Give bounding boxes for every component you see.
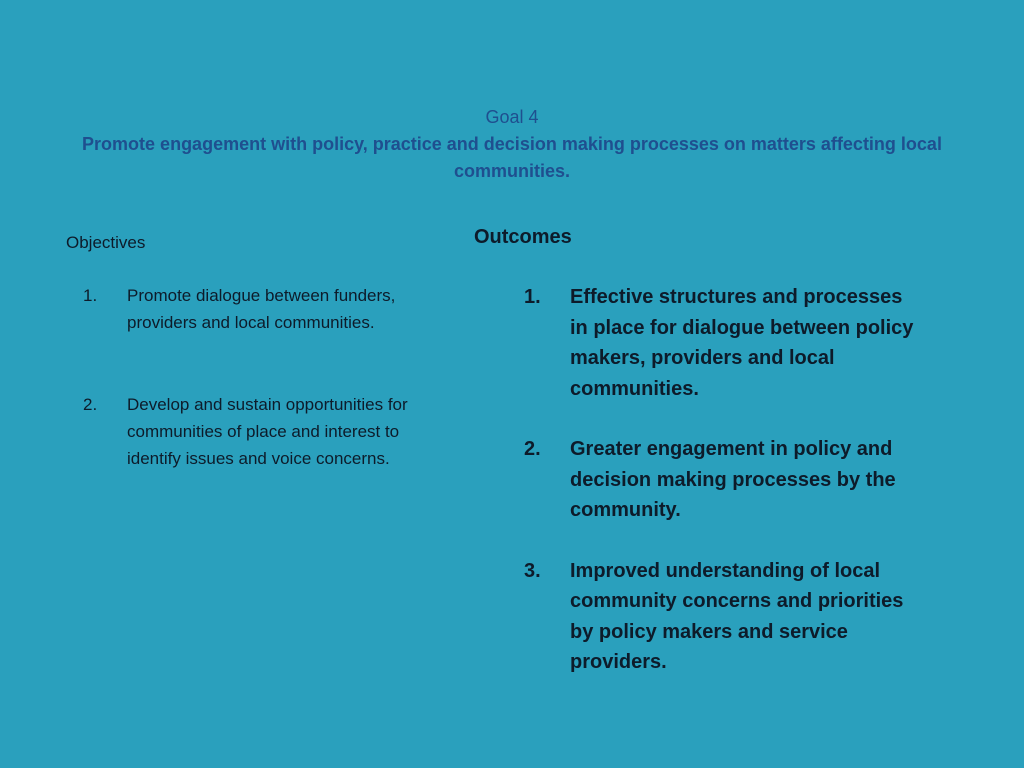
objective-number: 2. — [83, 395, 98, 414]
objective-item — [66, 391, 436, 472]
outcomes-section — [474, 222, 914, 708]
objective-text: Develop and sustain opportunities for communities of place and interest to identify issues and voice concerns. — [127, 395, 408, 468]
outcomes-list — [474, 282, 914, 678]
objectives-section — [66, 230, 436, 527]
objectives-list — [66, 282, 436, 472]
outcome-text: Improved understanding of local community concerns and priorities by policy makers and service providers. — [570, 559, 904, 673]
outcome-text: Greater engagement in policy and decision making processes by the community. — [570, 438, 896, 521]
objectives-heading: Objectives — [66, 233, 146, 252]
goal-title: Goal 4 — [485, 107, 539, 127]
outcome-item — [474, 282, 914, 404]
outcome-number: 1. — [524, 286, 541, 308]
objective-number: 1. — [83, 286, 98, 305]
outcome-text: Effective structures and processes in place for dialogue between policy makers, providers and local communities. — [570, 286, 914, 400]
objective-text: Promote dialogue between funders, providers and local communities. — [127, 286, 396, 332]
outcome-number: 3. — [524, 559, 541, 582]
goal-statement: Promote engagement with policy, practice and decision making processes on matters affecting local communities. — [82, 134, 942, 181]
outcome-number: 2. — [524, 438, 541, 460]
objective-item — [66, 282, 436, 336]
slide-header — [60, 104, 964, 185]
outcome-item — [474, 434, 914, 526]
outcome-item — [474, 556, 914, 678]
outcomes-heading: Outcomes — [474, 226, 572, 248]
